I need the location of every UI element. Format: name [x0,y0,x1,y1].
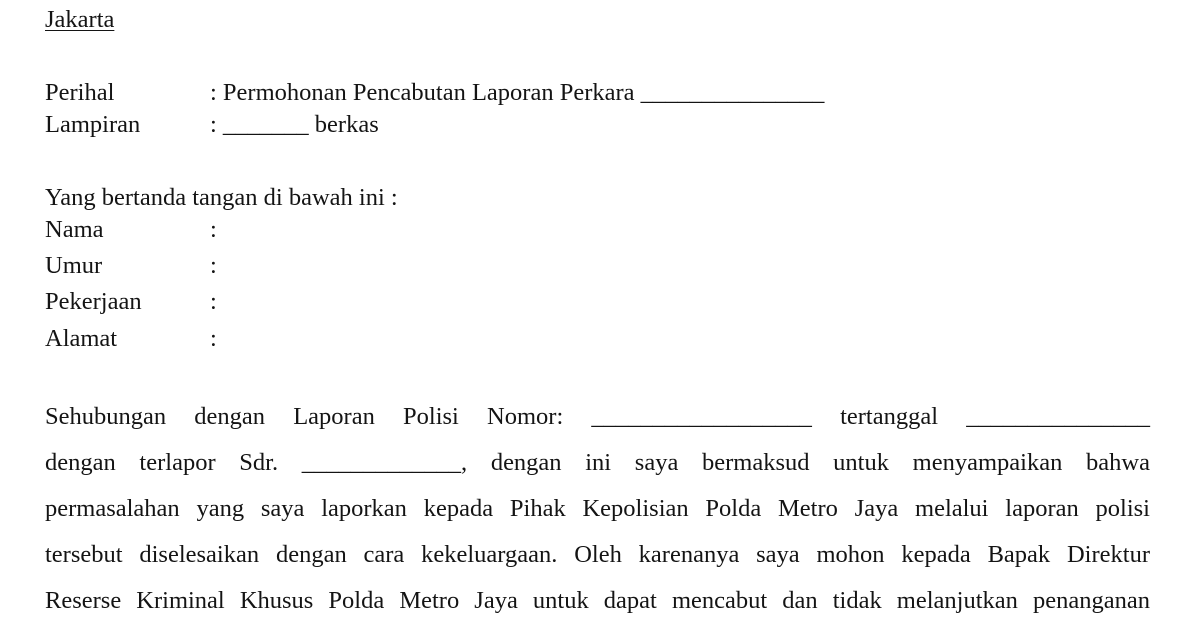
field-umur-colon: : [210,252,217,279]
field-pekerjaan-colon: : [210,288,217,315]
signer-intro: Yang bertanda tangan di bawah ini : [45,184,398,211]
body-word: ini [585,449,612,476]
perihal-value: : Permohonan Pencabutan Laporan Perkara _______________ [210,79,825,106]
body-word: tertanggal [840,403,939,430]
body-word: Polisi [403,403,459,430]
report-date-blank: _______________ [966,403,1150,430]
body-line-1 [45,405,1150,430]
field-alamat-colon: : [210,325,217,352]
body-word: Laporan [293,403,375,430]
lampiran-row [45,113,140,138]
body-word: menyampaikan [912,449,1063,476]
body-word: dengan [490,449,562,476]
city-heading: Jakarta [45,6,115,33]
lampiran-value: : _______ berkas [210,111,379,138]
perihal-label: Perihal [45,79,115,106]
field-nama-label: Nama [45,216,104,243]
body-line-2 [45,451,1150,476]
body-word: bahwa [1086,449,1150,476]
report-number-blank: __________________ [591,403,812,430]
body-line-3: permasalahan yang saya laporkan kepada Pihak Kepolisian Polda Metro Jaya melalui laporan polisi [45,495,1150,522]
body-word: Sdr. [239,449,279,476]
body-word: dengan [194,403,266,430]
body-word: saya [634,449,679,476]
lampiran-label: Lampiran [45,111,141,138]
field-alamat-label: Alamat [45,325,118,352]
body-line-4: tersebut diselesaikan dengan cara kekeluargaan. Oleh karenanya saya mohon kepada Bapak Direktur [45,541,1150,568]
body-word: dengan [45,449,116,476]
field-umur-label: Umur [45,252,103,279]
body-line-5: Reserse Kriminal Khusus Polda Metro Jaya untuk dapat mencabut dan tidak melanjutkan penanganan [45,587,1150,614]
body-word: terlapor [139,449,216,476]
field-pekerjaan-label: Pekerjaan [45,288,142,315]
body-word: Sehubungan [45,403,167,430]
body-word: untuk [833,449,889,476]
body-word: Nomor: [487,403,564,430]
perihal-row [45,81,114,106]
field-nama-colon: : [210,216,217,243]
body-word: bermaksud [702,449,810,476]
reported-party-blank: _____________, [301,449,468,476]
